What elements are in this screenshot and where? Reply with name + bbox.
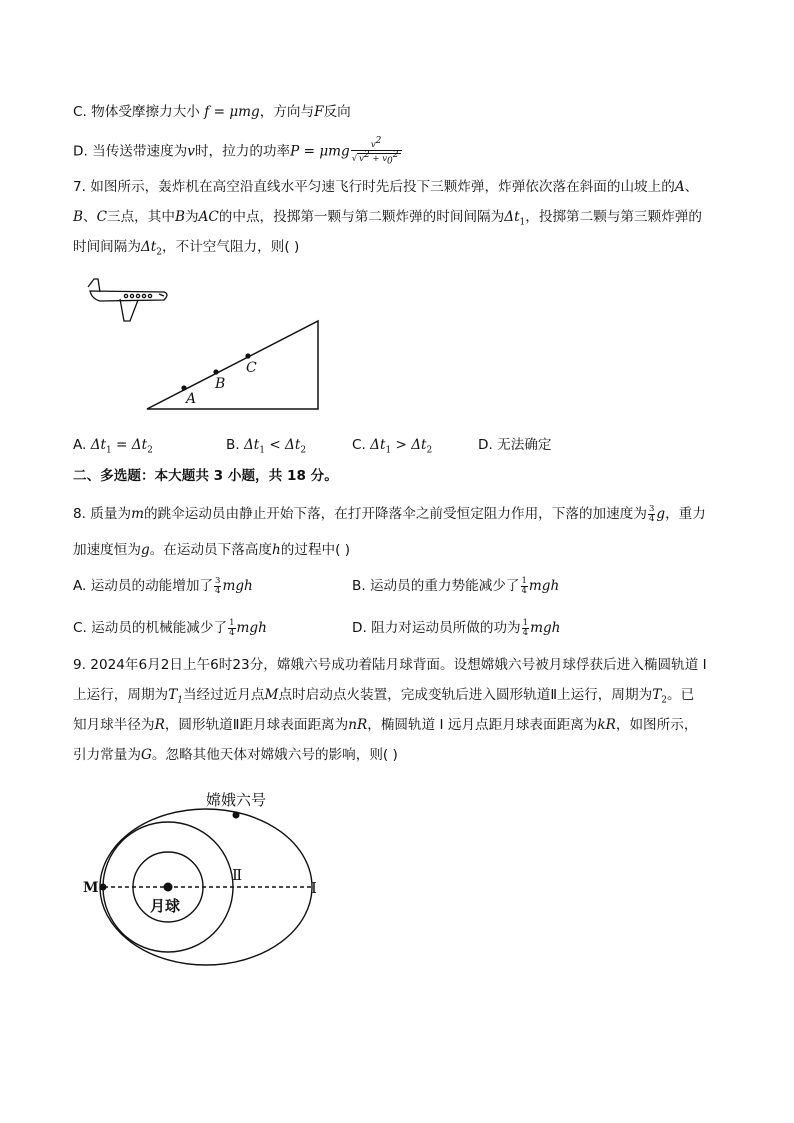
chang-e-6-label: 嫦娥六号	[206, 791, 267, 809]
q8-option-a[interactable]: A. 运动员的动能增加了 $\frac{3}{4}$ mgh	[73, 575, 253, 596]
q7-option-c[interactable]: C. $\Delta t_1 > \Delta t_2$	[352, 437, 433, 456]
label-c: C	[246, 360, 257, 376]
power-fraction: $\frac{v^2}{√ v^2 + v_0^2}$	[351, 137, 402, 166]
q9-stem-line2: 上运行，周期为$T_1$当经过近月点M点时启动点火装置，完成变轨后进入圆形轨道Ⅱ上运行，周期为$T_2$。已	[73, 687, 695, 706]
q7-option-b[interactable]: B. $\Delta t_1 < \Delta t_2$	[226, 437, 307, 456]
q9-stem-line1: 9. 2024年6月2日上午6时23分，嫦娥六号成功着陆月球背面。设想嫦娥六号被月球俘获后进入椭圆轨道 I	[73, 657, 707, 673]
q7-figure	[80, 275, 330, 415]
orbit-2-label: Ⅱ	[232, 866, 243, 884]
label-b: B	[215, 376, 226, 392]
q8-option-c[interactable]: C. 运动员的机械能减少了 $\frac{1}{4}$ mgh	[73, 617, 267, 638]
q7-stem-line1: 7. 如图所示，轰炸机在高空沿直线水平匀速飞行时先后投下三颗炸弹，炸弹依次落在斜面的山坡上的A、	[73, 179, 699, 195]
q6-option-d[interactable]: D. 当传送带速度为v时，拉力的功率P = μmg $\frac{v^2}{√ v^2 + v_0^2}$	[73, 137, 403, 166]
slope-triangle	[147, 321, 318, 409]
q9-orbit-figure	[78, 780, 338, 970]
point-b-dot	[213, 369, 218, 374]
section-heading: 二、多选题：本大题共 3 小题，共 18 分。	[73, 468, 338, 484]
orbit-1-label: I	[311, 879, 317, 897]
moon-label: 月球	[150, 897, 181, 915]
moon-center-dot	[164, 883, 173, 892]
point-m-label: M	[83, 880, 99, 896]
q7-option-d[interactable]: D. 无法确定	[478, 437, 552, 453]
q6-option-c[interactable]: C. 物体受摩擦力大小 f = μmg，方向与F反向	[73, 104, 351, 120]
chang-e-6-dot	[233, 812, 240, 819]
point-a-dot	[181, 385, 186, 390]
airplane-icon	[88, 279, 167, 321]
q7-option-a[interactable]: A. $\Delta t_1 = \Delta t_2$	[73, 437, 153, 456]
q8-option-d[interactable]: D. 阻力对运动员所做的功为 $\frac{1}{4}$ mgh	[352, 617, 561, 638]
point-c-dot	[245, 353, 250, 358]
label-a: A	[186, 391, 197, 407]
q9-stem-line3: 知月球半径为R，圆形轨道Ⅱ距月球表面距离为nR，椭圆轨道 I 远月点距月球表面距离为kR，如图所示，	[73, 717, 698, 733]
q8-stem-line2: 加速度恒为g。在运动员下落高度h的过程中( )	[73, 542, 351, 558]
q7-stem-line2: B、C三点，其中B为AC的中点，投掷第一颗与第二颗炸弹的时间间隔为$\Delta t_1$，投掷第二颗与第三颗炸弹的	[73, 209, 702, 228]
point-m-dot	[100, 884, 107, 891]
q8-stem-line1: 8. 质量为m的跳伞运动员由静止开始下落，在打开降落伞之前受恒定阻力作用，下落的加速度为 $\frac{3}{4}$ g，重力	[73, 503, 706, 524]
q9-stem-line4: 引力常量为G。忽略其他天体对嫦娥六号的影响，则( )	[73, 747, 398, 763]
q8-option-b[interactable]: B. 运动员的重力势能减少了 $\frac{1}{4}$ mgh	[352, 575, 560, 596]
q7-stem-line3: 时间间隔为$\Delta t_2$，不计空气阻力，则( )	[73, 239, 300, 258]
